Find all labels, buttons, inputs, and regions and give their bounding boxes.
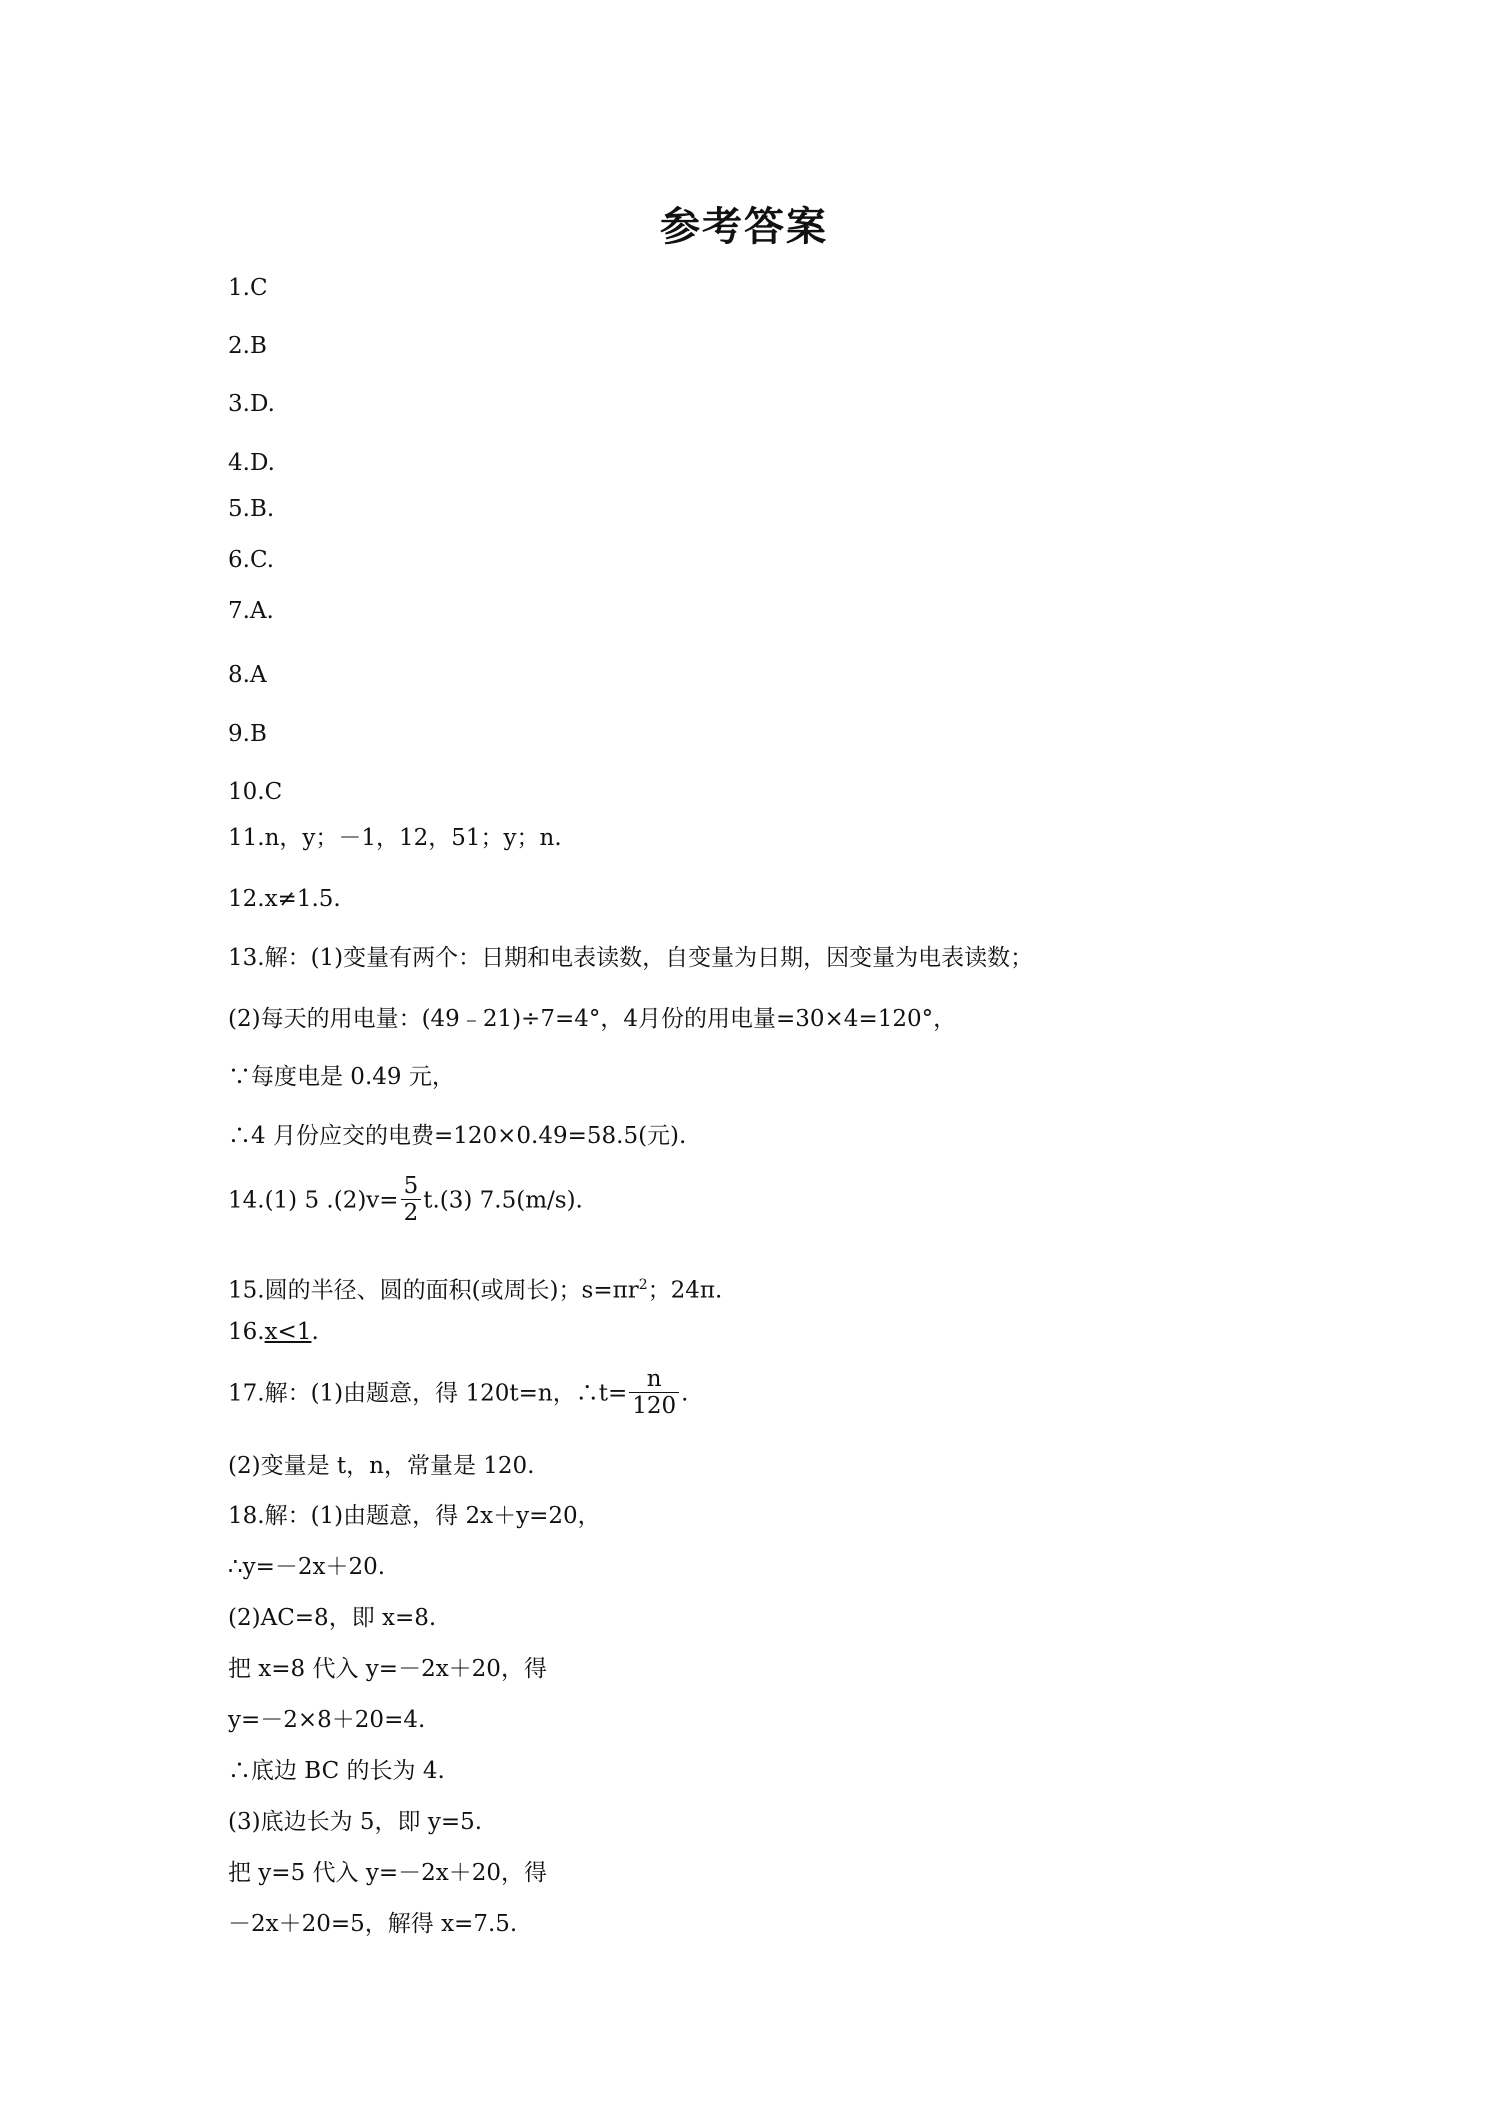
answer-11: 11.n，y；－1，12，51；y；n. (228, 825, 562, 851)
answer-15 (228, 1271, 722, 1305)
answer-5: 5.B. (228, 496, 275, 522)
fraction-denominator: 2 (403, 1200, 419, 1226)
answer-18-part7: (3)底边长为 5，即 y=5. (228, 1809, 483, 1835)
answer-15-prefix: 15.圆的半径、圆的面积(或周长)；s=πr (228, 1277, 639, 1304)
page-title: 参考答案 (660, 204, 828, 250)
answer-7: 7.A. (228, 598, 274, 624)
answer-18-part3: (2)AC=8，即 x=8. (228, 1605, 437, 1631)
answer-6: 6.C. (228, 547, 275, 573)
answer-16-suffix: . (311, 1319, 319, 1345)
answer-10: 10.C (228, 779, 283, 805)
answer-2: 2.B (228, 333, 267, 359)
answer-18-part2: ∴y=－2x＋20. (228, 1554, 386, 1580)
answer-18-part4: 把 x=8 代入 y=－2x＋20，得 (228, 1656, 547, 1682)
answer-9: 9.B (228, 721, 267, 747)
fraction-n-over-120 (629, 1366, 679, 1419)
answer-17-prefix: 17.解：(1)由题意，得 120t=n，∴t= (228, 1380, 628, 1407)
answer-14 (228, 1175, 583, 1228)
answer-4: 4.D. (228, 450, 275, 476)
answer-18-part5: y=－2×8＋20=4. (228, 1707, 426, 1733)
fraction-numerator: 5 (401, 1173, 422, 1200)
answer-13-part1: 13.解：(1)变量有两个：日期和电表读数，自变量为日期，因变量为电表读数； (228, 945, 1034, 971)
answer-13-part2: (2)每天的用电量：(49﹣21)÷7=4°，4月份的用电量=30×4=120°， (228, 1006, 957, 1032)
answer-13-part3: ∵每度电是 0.49 元， (228, 1064, 455, 1090)
fraction-5-over-2 (401, 1173, 422, 1226)
answer-13-part4: ∴4 月份应交的电费=120×0.49=58.5(元). (228, 1123, 687, 1149)
answer-14-suffix: t.(3) 7.5(m/s). (423, 1187, 583, 1214)
answer-1: 1.C (228, 275, 268, 301)
answer-12: 12.x≠1.5. (228, 886, 341, 912)
answer-17-suffix: . (681, 1380, 689, 1407)
answer-18-part6: ∴底边 BC 的长为 4. (228, 1758, 445, 1784)
answer-17-part1 (228, 1368, 688, 1421)
answer-16 (228, 1318, 319, 1346)
answer-3: 3.D. (228, 391, 275, 417)
fraction-denominator: 120 (632, 1393, 677, 1419)
answer-18-part9: －2x＋20=5，解得 x=7.5. (228, 1911, 518, 1937)
answer-8: 8.A (228, 662, 267, 688)
answer-18-part8: 把 y=5 代入 y=－2x＋20，得 (228, 1860, 547, 1886)
answer-18-part1: 18.解：(1)由题意，得 2x＋y=20， (228, 1503, 601, 1529)
superscript-2: 2 (638, 1277, 648, 1293)
answer-16-prefix: 16. (228, 1319, 265, 1345)
answer-14-prefix: 14.(1) 5 .(2)v= (228, 1187, 399, 1214)
answer-17-part2: (2)变量是 t，n，常量是 120. (228, 1453, 535, 1479)
fraction-numerator: n (629, 1366, 679, 1393)
answer-16-underlined: x<1 (264, 1319, 312, 1345)
answer-15-suffix: ；24π. (647, 1277, 723, 1304)
